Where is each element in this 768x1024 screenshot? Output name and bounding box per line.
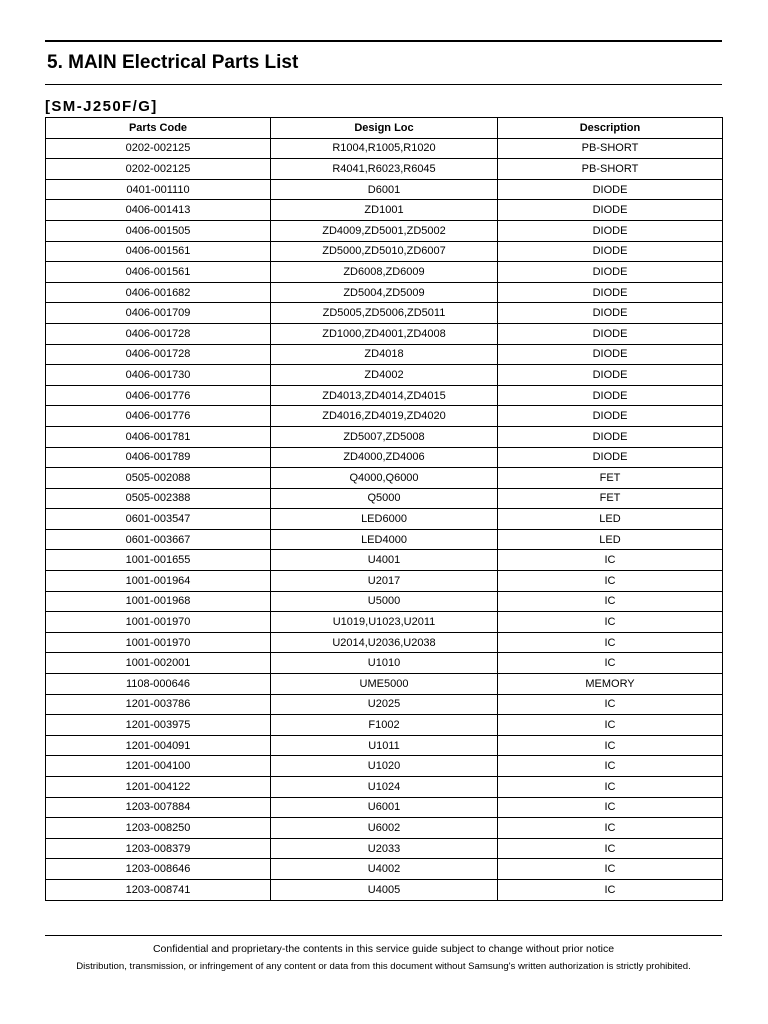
table-row [46, 879, 723, 900]
cell-description: IC [498, 550, 723, 571]
cell-description: DIODE [498, 323, 723, 344]
cell-design-loc: R4041,R6023,R6045 [271, 159, 498, 180]
cell-parts-code: 0406-001505 [46, 220, 271, 241]
cell-parts-code: 1201-004122 [46, 777, 271, 798]
cell-parts-code: 1001-001964 [46, 571, 271, 592]
cell-design-loc: D6001 [271, 179, 498, 200]
cell-design-loc: Q4000,Q6000 [271, 468, 498, 489]
cell-description: DIODE [498, 365, 723, 386]
table-row [46, 282, 723, 303]
cell-description: DIODE [498, 385, 723, 406]
cell-parts-code: 0601-003667 [46, 529, 271, 550]
cell-parts-code: 0406-001730 [46, 365, 271, 386]
cell-parts-code: 0406-001561 [46, 262, 271, 283]
cell-description: IC [498, 735, 723, 756]
cell-description: PB-SHORT [498, 159, 723, 180]
table-row [46, 694, 723, 715]
cell-design-loc: F1002 [271, 715, 498, 736]
table-row [46, 632, 723, 653]
table-row [46, 591, 723, 612]
table-row [46, 653, 723, 674]
cell-design-loc: U1010 [271, 653, 498, 674]
cell-parts-code: 1201-003786 [46, 694, 271, 715]
table-row [46, 735, 723, 756]
cell-description: IC [498, 571, 723, 592]
table-row [46, 262, 723, 283]
cell-description: IC [498, 879, 723, 900]
cell-parts-code: 0406-001789 [46, 447, 271, 468]
cell-design-loc: LED4000 [271, 529, 498, 550]
cell-description: IC [498, 612, 723, 633]
cell-description: IC [498, 694, 723, 715]
table-header-row [46, 118, 723, 139]
cell-design-loc: R1004,R1005,R1020 [271, 138, 498, 159]
cell-parts-code: 1203-008646 [46, 859, 271, 880]
cell-parts-code: 1203-008250 [46, 818, 271, 839]
cell-parts-code: 1201-004091 [46, 735, 271, 756]
cell-design-loc: ZD5007,ZD5008 [271, 426, 498, 447]
cell-parts-code: 1203-007884 [46, 797, 271, 818]
cell-design-loc: U4001 [271, 550, 498, 571]
table-row [46, 509, 723, 530]
cell-design-loc: U5000 [271, 591, 498, 612]
cell-design-loc: ZD4013,ZD4014,ZD4015 [271, 385, 498, 406]
table-row [46, 756, 723, 777]
model-label: [SM-J250F/G] [45, 98, 158, 115]
cell-parts-code: 0202-002125 [46, 138, 271, 159]
page-title: 5. MAIN Electrical Parts List [47, 52, 299, 73]
cell-description: PB-SHORT [498, 138, 723, 159]
cell-description: DIODE [498, 303, 723, 324]
cell-parts-code: 0406-001709 [46, 303, 271, 324]
cell-design-loc: LED6000 [271, 509, 498, 530]
cell-design-loc: U1020 [271, 756, 498, 777]
cell-description: IC [498, 838, 723, 859]
table-row [46, 220, 723, 241]
table-row [46, 715, 723, 736]
table-row [46, 612, 723, 633]
table-row [46, 138, 723, 159]
cell-description: DIODE [498, 179, 723, 200]
cell-design-loc: ZD4000,ZD4006 [271, 447, 498, 468]
table-row [46, 344, 723, 365]
cell-description: IC [498, 818, 723, 839]
table-row [46, 200, 723, 221]
cell-description: DIODE [498, 282, 723, 303]
table-row [46, 385, 723, 406]
cell-parts-code: 0601-003547 [46, 509, 271, 530]
cell-description: IC [498, 756, 723, 777]
cell-parts-code: 0202-002125 [46, 159, 271, 180]
table-row [46, 797, 723, 818]
cell-design-loc: ZD5005,ZD5006,ZD5011 [271, 303, 498, 324]
cell-design-loc: ZD6008,ZD6009 [271, 262, 498, 283]
cell-parts-code: 1108-000646 [46, 674, 271, 695]
table-row [46, 179, 723, 200]
table-body [46, 138, 723, 900]
table-row [46, 674, 723, 695]
cell-design-loc: ZD1000,ZD4001,ZD4008 [271, 323, 498, 344]
cell-design-loc: U1024 [271, 777, 498, 798]
cell-design-loc: ZD5004,ZD5009 [271, 282, 498, 303]
cell-design-loc: ZD1001 [271, 200, 498, 221]
cell-design-loc: U4005 [271, 879, 498, 900]
cell-description: IC [498, 715, 723, 736]
cell-description: DIODE [498, 344, 723, 365]
cell-parts-code: 1203-008379 [46, 838, 271, 859]
top-rule [45, 40, 722, 42]
cell-parts-code: 0406-001776 [46, 385, 271, 406]
cell-description: LED [498, 509, 723, 530]
cell-parts-code: 0505-002388 [46, 488, 271, 509]
table-row [46, 303, 723, 324]
cell-design-loc: U1019,U1023,U2011 [271, 612, 498, 633]
cell-design-loc: ZD4016,ZD4019,ZD4020 [271, 406, 498, 427]
cell-parts-code: 1001-001970 [46, 612, 271, 633]
cell-parts-code: 0406-001561 [46, 241, 271, 262]
header-description: Description [498, 118, 723, 139]
cell-design-loc: Q5000 [271, 488, 498, 509]
cell-description: IC [498, 591, 723, 612]
footer-rule [45, 935, 722, 936]
cell-description: IC [498, 653, 723, 674]
cell-parts-code: 1001-001655 [46, 550, 271, 571]
cell-parts-code: 0406-001682 [46, 282, 271, 303]
title-rule [45, 84, 722, 85]
table-row [46, 488, 723, 509]
cell-description: DIODE [498, 406, 723, 427]
cell-parts-code: 0406-001728 [46, 344, 271, 365]
cell-description: DIODE [498, 220, 723, 241]
table-row [46, 550, 723, 571]
cell-design-loc: U2017 [271, 571, 498, 592]
cell-design-loc: U2025 [271, 694, 498, 715]
parts-table [45, 117, 723, 901]
cell-design-loc: U1011 [271, 735, 498, 756]
cell-description: FET [498, 468, 723, 489]
table-row [46, 365, 723, 386]
cell-description: DIODE [498, 200, 723, 221]
cell-parts-code: 1203-008741 [46, 879, 271, 900]
cell-parts-code: 0406-001776 [46, 406, 271, 427]
table-row [46, 571, 723, 592]
footer-distribution-notice: Distribution, transmission, or infringement of any content or data from this document without Samsung's written authorization is strictly prohibited. [76, 961, 691, 972]
cell-design-loc: U4002 [271, 859, 498, 880]
cell-design-loc: UME5000 [271, 674, 498, 695]
cell-description: IC [498, 859, 723, 880]
cell-description: DIODE [498, 262, 723, 283]
cell-parts-code: 1201-004100 [46, 756, 271, 777]
cell-design-loc: ZD5000,ZD5010,ZD6007 [271, 241, 498, 262]
cell-design-loc: ZD4002 [271, 365, 498, 386]
table-row [46, 777, 723, 798]
cell-design-loc: U6001 [271, 797, 498, 818]
cell-description: DIODE [498, 447, 723, 468]
cell-parts-code: 1001-001968 [46, 591, 271, 612]
cell-parts-code: 0406-001781 [46, 426, 271, 447]
table-row [46, 447, 723, 468]
table-row [46, 323, 723, 344]
cell-description: IC [498, 632, 723, 653]
cell-parts-code: 1001-002001 [46, 653, 271, 674]
cell-description: LED [498, 529, 723, 550]
table-row [46, 426, 723, 447]
table-row [46, 838, 723, 859]
header-design-loc: Design Loc [271, 118, 498, 139]
cell-design-loc: U2014,U2036,U2038 [271, 632, 498, 653]
cell-parts-code: 0406-001413 [46, 200, 271, 221]
cell-design-loc: U6002 [271, 818, 498, 839]
table-row [46, 859, 723, 880]
cell-description: FET [498, 488, 723, 509]
cell-parts-code: 0406-001728 [46, 323, 271, 344]
cell-parts-code: 1001-001970 [46, 632, 271, 653]
table-row [46, 818, 723, 839]
cell-parts-code: 0401-001110 [46, 179, 271, 200]
cell-parts-code: 1201-003975 [46, 715, 271, 736]
header-parts-code: Parts Code [46, 118, 271, 139]
cell-design-loc: ZD4009,ZD5001,ZD5002 [271, 220, 498, 241]
cell-description: IC [498, 777, 723, 798]
cell-description: DIODE [498, 426, 723, 447]
table-row [46, 159, 723, 180]
cell-parts-code: 0505-002088 [46, 468, 271, 489]
table-row [46, 529, 723, 550]
cell-description: MEMORY [498, 674, 723, 695]
cell-description: DIODE [498, 241, 723, 262]
table-row [46, 468, 723, 489]
table-row [46, 241, 723, 262]
footer-confidential-notice: Confidential and proprietary-the contents in this service guide subject to change without prior notice [152, 943, 615, 955]
cell-design-loc: U2033 [271, 838, 498, 859]
cell-design-loc: ZD4018 [271, 344, 498, 365]
table-row [46, 406, 723, 427]
cell-description: IC [498, 797, 723, 818]
